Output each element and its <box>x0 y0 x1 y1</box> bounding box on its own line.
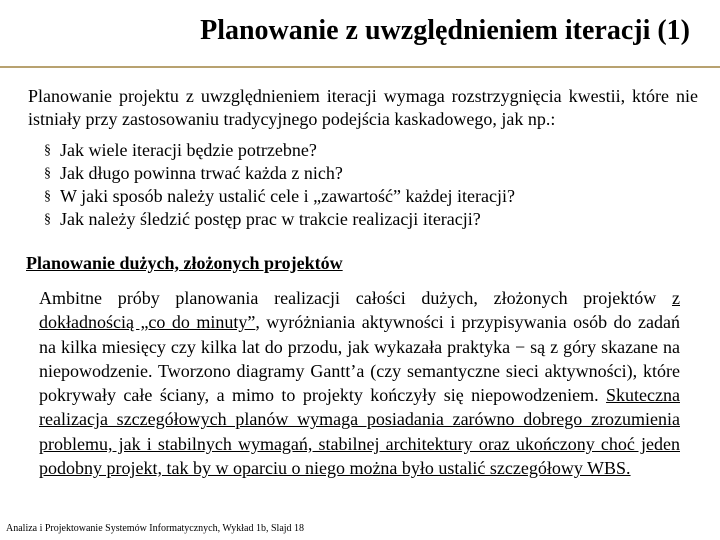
title-divider <box>0 66 720 68</box>
section-bullet-icon: § <box>44 189 51 204</box>
paragraph-text: , wyróżniania aktywności i przypisywania osób do zadań na kilka miesięcy czy kilka lat do przodu, jak wykazała praktyka − są z góry skazane na niepowodzenie. Tworzono diagramy Gantt’a (czy semantyczne sieci aktywności), które pokrywały całe ściany, a mimo to projekty kończyły się niepowodzeniem. <box>39 312 680 406</box>
body-paragraph <box>39 286 680 480</box>
paragraph-underlined-text: Skuteczna realizacja szczegółowych planów wymaga posiadania zarówno dobrego zrozumienia problemu, jak i stabilnych wymagań, stabilnej architektury oraz ukończony choć jeden podobny projekt, tak by w oparciu o niego można było ustalić szczegółowy WBS. <box>39 385 680 479</box>
section-bullet-icon: § <box>44 212 51 227</box>
intro-paragraph: Planowanie projektu z uwzględnieniem iteracji wymaga rozstrzygnięcia kwestii, które nie istniały przy zastosowaniu tradycyjnego podejścia kaskadowego, jak np.: <box>28 86 698 129</box>
list-item-text: Jak wiele iteracji będzie potrzebne? <box>60 140 317 160</box>
paragraph-underlined-text: z dokładnością „co do minuty” <box>39 288 680 333</box>
list-item <box>44 139 515 162</box>
section-bullet-icon: § <box>44 143 51 158</box>
list-item <box>44 185 515 208</box>
list-item-text: Jak należy śledzić postęp prac w trakcie realizacji iteracji? <box>60 209 481 229</box>
question-list <box>44 139 515 231</box>
list-item-text: Jak długo powinna trwać każda z nich? <box>60 163 343 183</box>
list-item <box>44 162 515 185</box>
section-heading: Planowanie dużych, złożonych projektów <box>26 253 343 273</box>
list-item <box>44 208 515 231</box>
slide-footer: Analiza i Projektowanie Systemów Informatycznych, Wykład 1b, Slajd 18 <box>6 523 305 534</box>
paragraph-text: Ambitne próby planowania realizacji całości dużych, złożonych projektów <box>39 288 672 308</box>
section-bullet-icon: § <box>44 166 51 181</box>
slide-title: Planowanie z uwzględnieniem iteracji (1) <box>200 15 690 46</box>
list-item-text: W jaki sposób należy ustalić cele i „zawartość” każdej iteracji? <box>60 186 515 206</box>
